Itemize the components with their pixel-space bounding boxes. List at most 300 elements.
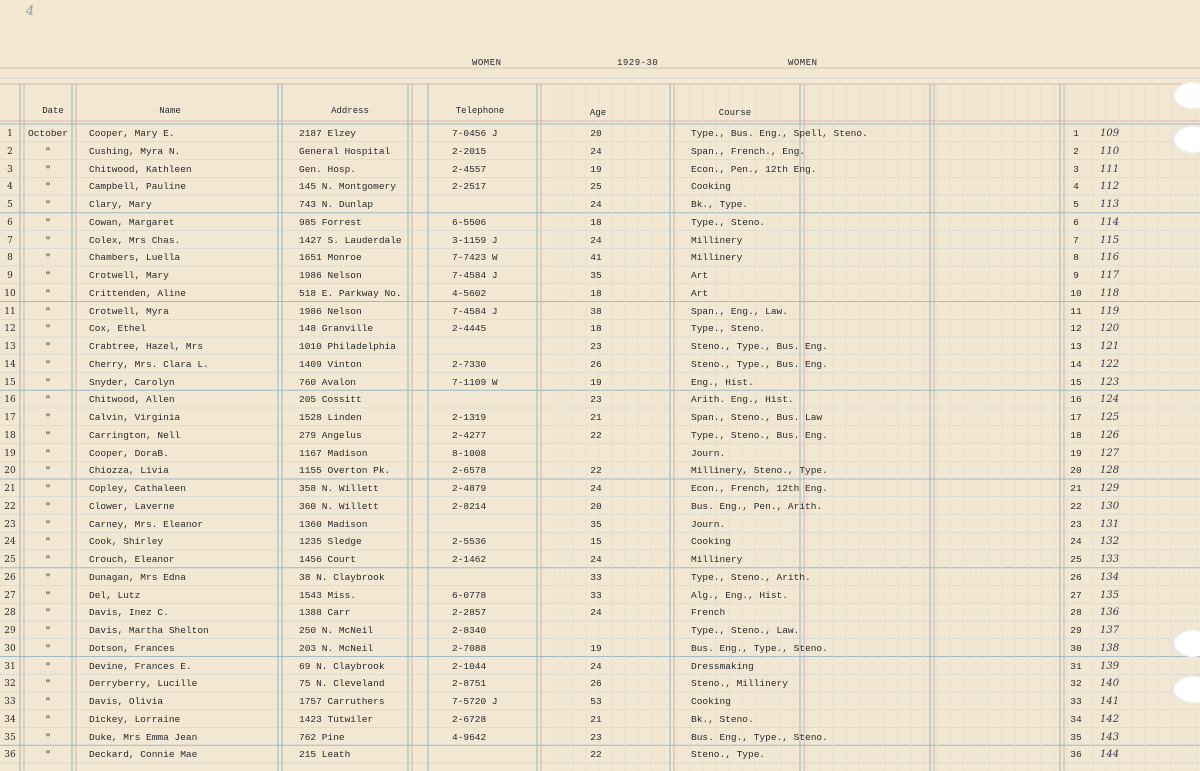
address-cell: 1543 Miss. — [299, 589, 357, 601]
entry-number-cell: 33 — [1070, 696, 1082, 707]
entry-number-cell: 12 — [1070, 323, 1082, 335]
course-cell: Bus. Eng., Type., Steno. — [691, 642, 828, 654]
name-cell: Crouch, Eleanor — [89, 554, 175, 565]
handwritten-number-cell: 123 — [1100, 376, 1120, 388]
handwritten-number-cell: 132 — [1100, 536, 1120, 548]
address-cell: 518 E. Parkway No. — [299, 287, 402, 299]
name-cell: Chitwood, Allen — [89, 394, 175, 406]
entry-number-cell: 22 — [1070, 500, 1082, 512]
age-cell: 22 — [590, 749, 602, 761]
telephone-cell: 2-5536 — [452, 536, 487, 548]
age-cell: 23 — [590, 731, 602, 743]
entry-number-cell: 4 — [1073, 181, 1079, 193]
name-cell: Crittenden, Aline — [89, 287, 186, 299]
handwritten-number-cell: 143 — [1100, 731, 1120, 743]
address-cell: 1986 Nelson — [299, 270, 362, 281]
telephone-cell: 2-4879 — [452, 483, 487, 494]
name-cell: Chiozza, Livia — [89, 465, 169, 477]
table-row — [0, 214, 1200, 232]
line-number: 31 — [4, 661, 16, 672]
address-cell: Gen. Hosp. — [299, 163, 357, 175]
entry-number-cell: 34 — [1070, 713, 1082, 725]
name-cell: Dunagan, Mrs Edna — [89, 571, 186, 583]
date-cell: " — [45, 500, 51, 512]
telephone-cell: 6-0778 — [452, 589, 487, 601]
entry-number-cell: 29 — [1070, 625, 1082, 636]
course-cell: Journ. — [691, 518, 726, 530]
column-header-name: Name — [159, 106, 181, 116]
entry-number-cell: 16 — [1070, 394, 1082, 406]
line-number: 30 — [4, 643, 16, 654]
course-cell: Bus. Eng., Type., Steno. — [691, 731, 828, 743]
date-cell: " — [45, 287, 51, 299]
address-cell: 1167 Madison — [299, 447, 368, 459]
telephone-cell: 7-7423 W — [452, 252, 498, 264]
age-cell: 19 — [590, 163, 602, 175]
table-row — [0, 320, 1200, 338]
date-cell: " — [45, 571, 51, 583]
date-cell: " — [45, 731, 51, 743]
course-cell: Span., Steno., Bus. Law — [691, 412, 823, 423]
line-number: 35 — [4, 732, 16, 743]
course-cell: Cooking — [691, 536, 731, 548]
line-number: 1 — [7, 129, 13, 139]
telephone-cell: 4-5602 — [452, 287, 487, 299]
date-cell: " — [45, 429, 51, 441]
name-cell: Campbell, Pauline — [89, 181, 186, 193]
line-number: 2 — [7, 146, 13, 157]
line-number: 5 — [7, 200, 13, 210]
table-row — [0, 622, 1200, 640]
entry-number-cell: 24 — [1070, 536, 1082, 548]
date-cell: " — [45, 412, 51, 423]
age-cell: 22 — [590, 429, 602, 441]
telephone-cell: 2-2517 — [452, 181, 487, 193]
address-cell: 762 Pine — [299, 731, 345, 743]
telephone-cell: 2-7330 — [452, 358, 487, 370]
course-cell: Steno., Type. — [691, 749, 766, 761]
age-cell: 24 — [590, 483, 602, 494]
handwritten-number-cell: 112 — [1100, 181, 1120, 193]
date-cell: " — [45, 270, 51, 281]
course-cell: Span., French., Eng. — [691, 145, 806, 157]
name-cell: Clary, Mary — [89, 199, 152, 210]
address-cell: General Hospital — [299, 145, 391, 157]
line-number: 17 — [4, 413, 16, 423]
table-row — [0, 480, 1200, 498]
handwritten-number-cell: 110 — [1100, 145, 1120, 157]
address-cell: 760 Avalon — [299, 376, 357, 388]
table-row — [0, 391, 1200, 409]
table-row — [0, 374, 1200, 392]
line-number: 22 — [4, 501, 16, 512]
date-cell: " — [45, 660, 51, 672]
telephone-cell: 2-2015 — [452, 145, 487, 157]
name-cell: Chitwood, Kathleen — [89, 163, 192, 175]
date-cell: " — [45, 252, 51, 264]
course-cell: Bus. Eng., Pen., Arith. — [691, 500, 823, 512]
name-cell: Calvin, Virginia — [89, 412, 181, 423]
address-cell: 145 N. Montgomery — [299, 181, 396, 193]
handwritten-number-cell: 127 — [1100, 447, 1120, 459]
line-number: 33 — [4, 697, 16, 707]
table-row — [0, 178, 1200, 196]
table-row — [0, 267, 1200, 285]
age-cell: 33 — [590, 589, 602, 601]
line-number: 7 — [7, 235, 13, 246]
age-cell: 18 — [590, 216, 602, 228]
age-cell: 41 — [590, 252, 602, 264]
handwritten-number-cell: 138 — [1100, 642, 1120, 654]
entry-number-cell: 8 — [1073, 252, 1079, 264]
date-cell: " — [45, 518, 51, 530]
line-number: 9 — [7, 271, 13, 281]
course-cell: Type., Steno. — [691, 323, 766, 335]
telephone-cell: 7-0456 J — [452, 128, 498, 139]
course-cell: Type., Steno. — [691, 216, 766, 228]
line-number: 26 — [4, 572, 16, 583]
handwritten-number-cell: 117 — [1100, 270, 1120, 281]
line-number: 13 — [4, 342, 16, 352]
date-cell: " — [45, 341, 51, 352]
age-cell: 24 — [590, 607, 602, 619]
handwritten-number-cell: 115 — [1100, 234, 1120, 246]
entry-number-cell: 25 — [1070, 554, 1082, 565]
name-cell: Cowan, Margaret — [89, 216, 175, 228]
date-cell: " — [45, 181, 51, 193]
address-cell: 38 N. Claybrook — [299, 571, 385, 583]
address-cell: 1757 Carruthers — [299, 696, 385, 707]
handwritten-number-cell: 111 — [1100, 163, 1120, 175]
date-cell: " — [45, 483, 51, 494]
name-cell: Colex, Mrs Chas. — [89, 234, 181, 246]
age-cell: 20 — [590, 128, 602, 139]
table-row — [0, 338, 1200, 356]
course-cell: Journ. — [691, 447, 726, 459]
name-cell: Davis, Olivia — [89, 696, 164, 707]
telephone-cell: 2-8214 — [452, 500, 487, 512]
line-number: 14 — [4, 359, 16, 370]
line-number: 6 — [7, 217, 13, 228]
line-number: 19 — [4, 448, 16, 459]
address-cell: 203 N. McNeil — [299, 642, 374, 654]
line-number: 20 — [4, 466, 16, 477]
entry-number-cell: 6 — [1073, 216, 1079, 228]
date-cell: " — [45, 234, 51, 246]
telephone-cell: 2-1319 — [452, 412, 487, 423]
course-cell: Millinery, Steno., Type. — [691, 465, 828, 477]
name-cell: Crabtree, Hazel, Mrs — [89, 341, 204, 352]
date-cell: " — [45, 696, 51, 707]
date-cell: " — [45, 394, 51, 406]
age-cell: 24 — [590, 234, 602, 246]
line-number: 16 — [4, 395, 16, 406]
address-cell: 1155 Overton Pk. — [299, 465, 391, 477]
address-cell: 1986 Nelson — [299, 305, 362, 317]
course-cell: Econ., French, 12th Eng. — [691, 483, 828, 494]
age-cell: 18 — [590, 323, 602, 335]
address-cell: 1528 Linden — [299, 412, 362, 423]
entry-number-cell: 23 — [1070, 518, 1082, 530]
name-cell: Carrington, Nell — [89, 429, 181, 441]
handwritten-number-cell: 121 — [1100, 341, 1120, 352]
handwritten-number-cell: 137 — [1100, 625, 1120, 636]
telephone-cell: 7-1109 W — [452, 376, 498, 388]
date-cell: " — [45, 163, 51, 175]
table-row — [0, 693, 1200, 711]
line-number: 3 — [7, 164, 13, 175]
address-cell: 215 Leath — [299, 749, 351, 761]
table-row — [0, 143, 1200, 161]
table-row — [0, 125, 1200, 143]
name-cell: Crotwell, Mary — [89, 270, 169, 281]
date-cell: " — [45, 625, 51, 636]
handwritten-number-cell: 116 — [1100, 252, 1120, 264]
name-cell: Cushing, Myra N. — [89, 145, 181, 157]
handwritten-number-cell: 109 — [1100, 128, 1120, 139]
table-row — [0, 640, 1200, 658]
name-cell: Cherry, Mrs. Clara L. — [89, 358, 209, 370]
line-number: 15 — [4, 377, 16, 388]
name-cell: Snyder, Carolyn — [89, 376, 175, 388]
age-cell: 24 — [590, 660, 602, 672]
entry-number-cell: 18 — [1070, 429, 1082, 441]
line-number: 8 — [7, 253, 13, 264]
age-cell: 53 — [590, 696, 602, 707]
name-cell: Duke, Mrs Emma Jean — [89, 731, 198, 743]
address-cell: 250 N. McNeil — [299, 625, 374, 636]
telephone-cell: 2-4277 — [452, 429, 487, 441]
date-cell: " — [45, 305, 51, 317]
handwritten-number-cell: 134 — [1100, 571, 1120, 583]
course-cell: Cooking — [691, 696, 731, 707]
table-row — [0, 498, 1200, 516]
address-cell: 279 Angelus — [299, 429, 362, 441]
course-cell: Steno., Type., Bus. Eng. — [691, 358, 828, 370]
course-cell: Millinery — [691, 234, 743, 246]
column-header-age: Age — [589, 108, 607, 118]
date-cell: " — [45, 199, 51, 210]
age-cell: 21 — [590, 713, 602, 725]
line-number: 27 — [4, 590, 16, 601]
date-cell: " — [45, 358, 51, 370]
name-cell: Copley, Cathaleen — [89, 483, 186, 494]
entry-number-cell: 10 — [1070, 287, 1082, 299]
header-left: WOMEN — [472, 58, 502, 68]
line-number: 21 — [4, 484, 16, 494]
line-number: 25 — [4, 555, 16, 565]
telephone-cell: 2-7088 — [452, 642, 487, 654]
table-row — [0, 746, 1200, 764]
handwritten-number-cell: 144 — [1100, 749, 1120, 761]
course-cell: Type., Steno., Arith. — [691, 571, 811, 583]
table-row — [0, 249, 1200, 267]
handwritten-number-cell: 139 — [1100, 660, 1120, 672]
name-cell: Carney, Mrs. Eleanor — [89, 518, 204, 530]
course-cell: Dressmaking — [691, 660, 754, 672]
age-cell: 26 — [590, 358, 602, 370]
course-cell: Eng., Hist. — [691, 376, 754, 388]
table-row — [0, 587, 1200, 605]
age-cell: 24 — [590, 554, 602, 565]
entry-number-cell: 14 — [1070, 358, 1082, 370]
age-cell: 22 — [590, 465, 602, 477]
address-cell: 2187 Elzey — [299, 128, 357, 139]
handwritten-number-cell: 118 — [1100, 287, 1120, 299]
telephone-cell: 2-2857 — [452, 607, 487, 619]
entry-number-cell: 7 — [1073, 234, 1079, 246]
date-cell: " — [45, 145, 51, 157]
table-row — [0, 462, 1200, 480]
course-cell: Type., Steno., Bus. Eng. — [691, 429, 828, 441]
handwritten-number-cell: 125 — [1100, 412, 1120, 423]
table-row — [0, 516, 1200, 534]
course-cell: Arith. Eng., Hist. — [691, 394, 794, 406]
line-number: 11 — [4, 306, 16, 317]
table-row — [0, 356, 1200, 374]
entry-number-cell: 35 — [1070, 731, 1082, 743]
telephone-cell: 2-6578 — [452, 465, 487, 477]
entry-number-cell: 21 — [1070, 483, 1082, 494]
date-cell: " — [45, 642, 51, 654]
telephone-cell: 2-4557 — [452, 163, 487, 175]
entry-number-cell: 20 — [1070, 465, 1082, 477]
handwritten-number-cell: 130 — [1100, 500, 1120, 512]
handwritten-number-cell: 141 — [1100, 696, 1120, 707]
entry-number-cell: 19 — [1070, 447, 1082, 459]
table-row — [0, 409, 1200, 427]
name-cell: Clower, Laverne — [89, 500, 175, 512]
handwritten-number-cell: 129 — [1100, 483, 1120, 494]
line-number: 10 — [4, 288, 16, 299]
course-cell: Cooking — [691, 181, 731, 193]
header-right: WOMEN — [788, 58, 818, 68]
address-cell: 1427 S. Lauderdale — [299, 234, 402, 246]
table-row — [0, 604, 1200, 622]
telephone-cell: 8-1008 — [452, 447, 487, 459]
entry-number-cell: 30 — [1070, 642, 1082, 654]
handwritten-number-cell: 128 — [1100, 465, 1120, 477]
address-cell: 69 N. Claybrook — [299, 660, 385, 672]
entry-number-cell: 5 — [1073, 199, 1079, 210]
course-cell: Art — [691, 287, 709, 299]
address-cell: 1010 Philadelphia — [299, 341, 396, 352]
column-header-date: Date — [42, 106, 64, 116]
line-number: 23 — [4, 519, 16, 530]
date-cell: " — [45, 749, 51, 761]
date-cell: " — [45, 216, 51, 228]
line-number: 32 — [4, 679, 16, 690]
line-number: 29 — [4, 626, 16, 636]
age-cell: 19 — [590, 642, 602, 654]
telephone-cell: 7-5720 J — [452, 696, 498, 707]
table-row — [0, 658, 1200, 676]
date-cell: " — [45, 376, 51, 388]
entry-number-cell: 31 — [1070, 660, 1082, 672]
age-cell: 23 — [590, 394, 602, 406]
entry-number-cell: 9 — [1073, 270, 1079, 281]
course-cell: Art — [691, 270, 709, 281]
age-cell: 18 — [590, 287, 602, 299]
address-cell: 985 Forrest — [299, 216, 362, 228]
date-cell: " — [45, 447, 51, 459]
age-cell: 15 — [590, 536, 602, 548]
address-cell: 743 N. Dunlap — [299, 199, 374, 210]
line-number: 18 — [4, 430, 16, 441]
course-cell: Type., Bus. Eng., Spell, Steno. — [691, 128, 868, 139]
address-cell: 1651 Monroe — [299, 252, 362, 264]
date-cell: " — [45, 465, 51, 477]
telephone-cell: 2-1044 — [452, 660, 487, 672]
course-cell: Bk., Type. — [691, 199, 749, 210]
name-cell: Davis, Martha Shelton — [89, 625, 209, 636]
column-header-course: Course — [718, 108, 752, 118]
age-cell: 21 — [590, 412, 602, 423]
column-header-address: Address — [331, 106, 369, 116]
telephone-cell: 7-4584 J — [452, 305, 498, 317]
date-cell: " — [45, 678, 51, 690]
table-row — [0, 285, 1200, 303]
page-number: 4 — [26, 4, 35, 19]
name-cell: Dotson, Frances — [89, 642, 175, 654]
telephone-cell: 2-1462 — [452, 554, 487, 565]
handwritten-number-cell: 120 — [1100, 323, 1120, 335]
course-cell: Type., Steno., Law. — [691, 625, 800, 636]
column-header-telephone: Telephone — [455, 106, 505, 116]
entry-number-cell: 27 — [1070, 589, 1082, 601]
date-cell: " — [45, 536, 51, 548]
telephone-cell: 7-4584 J — [452, 270, 498, 281]
header-center: 1929-30 — [617, 58, 659, 68]
course-cell: Steno., Millinery — [691, 678, 788, 690]
date-cell: " — [45, 607, 51, 619]
table-row — [0, 303, 1200, 321]
handwritten-number-cell: 126 — [1100, 429, 1120, 441]
table-row — [0, 232, 1200, 250]
table-row — [0, 445, 1200, 463]
line-number: 36 — [4, 750, 16, 761]
line-number: 12 — [4, 324, 16, 335]
age-cell: 19 — [590, 376, 602, 388]
address-cell: 1423 Tutwiler — [299, 713, 374, 725]
address-cell: 205 Cossitt — [299, 394, 362, 406]
address-cell: 1409 Vinton — [299, 358, 362, 370]
line-number: 24 — [4, 537, 16, 548]
table-row — [0, 711, 1200, 729]
course-cell: Bk., Steno. — [691, 713, 754, 725]
age-cell: 23 — [590, 341, 602, 352]
address-cell: 1388 Carr — [299, 607, 351, 619]
name-cell: Deckard, Connie Mae — [89, 749, 198, 761]
entry-number-cell: 26 — [1070, 571, 1082, 583]
course-cell: French — [691, 607, 726, 619]
name-cell: Del, Lutz — [89, 589, 141, 601]
age-cell: 20 — [590, 500, 602, 512]
name-cell: Davis, Inez C. — [89, 607, 169, 619]
age-cell: 38 — [590, 305, 602, 317]
date-cell: October — [28, 128, 68, 139]
table-row — [0, 551, 1200, 569]
name-cell: Devine, Frances E. — [89, 660, 192, 672]
age-cell: 26 — [590, 678, 602, 690]
handwritten-number-cell: 122 — [1100, 358, 1120, 370]
table-row — [0, 196, 1200, 214]
table-row — [0, 569, 1200, 587]
table-row — [0, 533, 1200, 551]
handwritten-number-cell: 113 — [1100, 199, 1120, 210]
handwritten-number-cell: 124 — [1100, 394, 1120, 406]
entry-number-cell: 36 — [1070, 749, 1082, 761]
